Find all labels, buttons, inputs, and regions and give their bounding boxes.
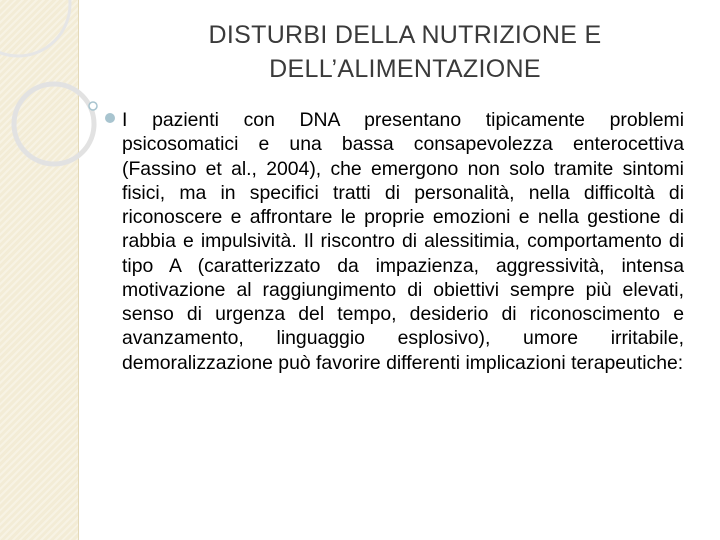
decorative-circle-small (89, 102, 97, 110)
slide-body-text: I pazienti con DNA presentano tipicamente problemi psicosomatici e una bassa consapevolezza enterocettiva (Fassino et al., 2004), che emergono non solo tramite sintomi fisici, ma in specifici tratti di personalità, nella difficoltà di riconoscere e affrontare le proprie emozioni e nella gestione di rabbia e impulsività. Il riscontro di alessitimia, comportamento di tipo A (caratterizzato da impazienza, aggressività, intensa motivazione al raggiungimento di obiettivi sempre più elevati, senso di urgenza del tempo, desiderio di riconoscimento e avanzamento, linguaggio esplosivo), umore irritabile, demoralizzazione può favorire differenti implicazioni terapeutiche: (122, 109, 684, 374)
bullet-icon (104, 112, 116, 124)
slide-title: DISTURBI DELLA NUTRIZIONE E DELL’ALIMENTAZIONE (208, 21, 602, 83)
decorative-circle-large (0, 0, 70, 56)
